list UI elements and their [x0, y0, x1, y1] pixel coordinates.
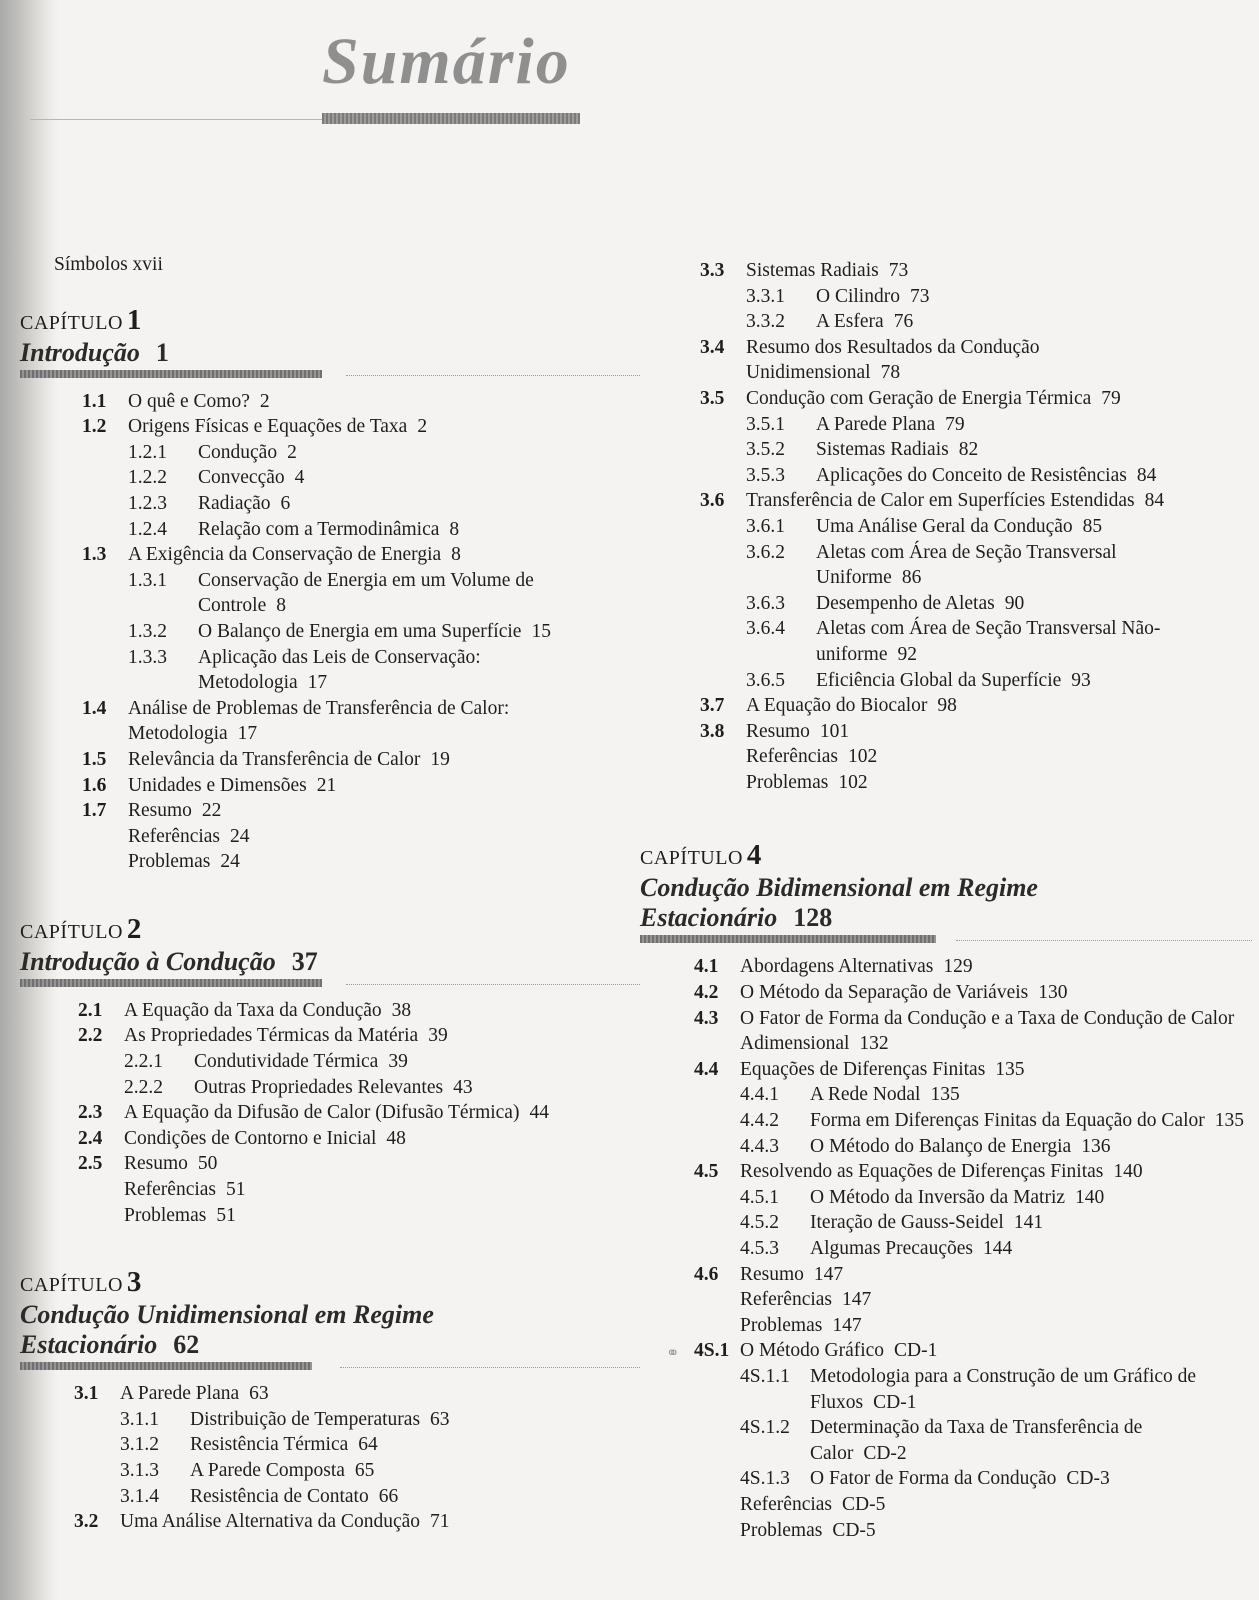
toc-entry: 4.4.3 O Método do Balanço de Energia 136 — [740, 1135, 1111, 1157]
chapter-4-title-line2: Estacionário 128 — [640, 903, 833, 933]
title-underline — [322, 113, 580, 124]
toc-entry: 1.3 A Exigência da Conservação de Energia 8 — [82, 544, 461, 566]
toc-entry: 1.2.4 Relação com a Termodinâmica 8 — [128, 518, 460, 540]
toc-entry: 4.5.1 O Método da Inversão da Matriz 140 — [740, 1186, 1105, 1208]
toc-entry: 4.6 Resumo 147 — [694, 1263, 844, 1285]
toc-entry: Problemas 147 — [740, 1314, 862, 1336]
chapter-3-title: Condução Unidimensional em Regime — [20, 1300, 434, 1330]
toc-entry: 1.2.1 Condução 2 — [128, 441, 297, 463]
toc-entry: 3.7 A Equação do Biocalor 98 — [700, 695, 957, 717]
toc-entry: 3.8 Resumo 101 — [700, 720, 850, 742]
toc-entry: Referências 102 — [746, 746, 878, 768]
chapter-2-label: CAPÍTULO 2 — [20, 912, 142, 945]
toc-entry: 3.3.2 A Esfera 76 — [746, 311, 914, 333]
chapter-3-entries — [20, 1381, 640, 1535]
toc-entry: 4.4.2 Forma em Diferenças Finitas da Equação do Calor 135 — [740, 1110, 1245, 1132]
chapter-4-label: CAPÍTULO 4 — [640, 839, 762, 872]
chapter-1-title: Introdução 1 — [20, 337, 169, 367]
toc-entry: 4.2 O Método da Separação de Variáveis 130 — [694, 982, 1068, 1004]
chapter-rule — [20, 1362, 640, 1371]
toc-entry: 4S.1.1 Metodologia para a Construção de um Gráfico de Fluxos CD-1 — [740, 1365, 1197, 1413]
toc-entry: 2.2 As Propriedades Térmicas da Matéria 39 — [78, 1025, 448, 1047]
chapter-1-entries — [20, 389, 640, 875]
toc-entry: 3.4 Resumo dos Resultados da Condução Unidimensional 78 — [700, 336, 1040, 384]
toc-entry: 4.5.3 Algumas Precauções 144 — [740, 1238, 1013, 1259]
toc-entry: 4S.1.3 O Fator de Forma da Condução CD-3 — [740, 1468, 1110, 1490]
chapter-4-entries — [640, 954, 1252, 1543]
chapter-3 — [20, 1266, 640, 1371]
toc-entry: 1.3.3 Aplicação das Leis de Conservação: Metodologia 17 — [128, 646, 481, 694]
toc-entry: 1.1 O quê e Como? 2 — [82, 390, 270, 412]
chapter-2-title: Introdução à Condução 37 — [20, 946, 318, 976]
toc-entry: 2.2.1 Condutividade Térmica 39 — [124, 1051, 408, 1073]
toc-entry: 1.2.3 Radiação 6 — [128, 492, 291, 514]
toc-entry: 2.1 A Equação da Taxa da Condução 38 — [78, 999, 412, 1021]
chapter-1-label: CAPÍTULO 1 — [20, 303, 142, 336]
header-rule — [30, 119, 322, 120]
toc-entry: 3.3 Sistemas Radiais 73 — [700, 260, 909, 281]
toc-entry: Referências 51 — [124, 1179, 246, 1201]
chapter-3-title-line2: Estacionário 62 — [20, 1330, 200, 1360]
toc-entry: 3.3.1 O Cilindro 73 — [746, 285, 930, 307]
toc-entry: 1.7 Resumo 22 — [82, 800, 222, 822]
toc-entry: 3.1.4 Resistência de Contato 66 — [120, 1485, 399, 1507]
toc-entry: 3.1.2 Resistência Térmica 64 — [120, 1434, 378, 1456]
toc-entry: Problemas 51 — [124, 1204, 236, 1226]
toc-entry: 4.5 Resolvendo as Equações de Diferenças Finitas 140 — [694, 1161, 1143, 1183]
toc-entry: 3.6.5 Eficiência Global da Superfície 93 — [746, 669, 1091, 691]
page-title: Sumário — [322, 25, 571, 98]
toc-entry: 2.5 Resumo 50 — [78, 1153, 218, 1175]
toc-entry: 4.4 Equações de Diferenças Finitas 135 — [694, 1058, 1025, 1080]
toc-entry: 3.5.3 Aplicações do Conceito de Resistências 84 — [746, 464, 1157, 486]
toc-entry: 3.6.2 Aletas com Área de Seção Transversal Uniforme 86 — [746, 541, 1117, 589]
right-column — [640, 258, 1252, 1543]
toc-entry: 3.6.4 Aletas com Área de Seção Transversal Não-uniforme 92 — [746, 618, 1161, 665]
toc-entry: 1.5 Relevância da Transferência de Calor 19 — [82, 748, 450, 770]
toc-entry: 1.2.2 Convecção 4 — [128, 467, 305, 489]
toc-entry: 3.5 Condução com Geração de Energia Térmica 79 — [700, 387, 1121, 409]
toc-entry: 3.2 Uma Análise Alternativa da Condução 71 — [74, 1511, 450, 1533]
toc-entry: Referências 24 — [128, 825, 250, 847]
toc-entry: 4S.1.2 Determinação da Taxa de Transferência de Calor CD-2 — [740, 1417, 1143, 1464]
symbols-entry: Símbolos xvii — [54, 254, 163, 275]
chapter-3-label: CAPÍTULO 3 — [20, 1266, 142, 1299]
toc-entry: 1.2 Origens Físicas e Equações de Taxa 2 — [82, 416, 428, 438]
toc-entry: 3.6.1 Uma Análise Geral da Condução 85 — [746, 515, 1103, 537]
chapter-1 — [20, 303, 640, 379]
toc-entry: 3.6.3 Desempenho de Aletas 90 — [746, 592, 1025, 614]
toc-entry: Referências 147 — [740, 1289, 872, 1311]
chapter-3-entries-continued — [640, 258, 1252, 795]
toc-entry: Problemas 24 — [128, 851, 240, 873]
chapter-4-title: Condução Bidimensional em Regime — [640, 873, 1038, 903]
toc-entry: 4.1 Abordagens Alternativas 129 — [694, 956, 973, 978]
toc-entry: 4.5.2 Iteração de Gauss-Seidel 141 — [740, 1212, 1044, 1234]
toc-entry: 3.1.3 A Parede Composta 65 — [120, 1460, 375, 1481]
toc-entry: 4.3 O Fator de Forma da Condução e a Taxa de Condução de Calor Adimensional 132 — [694, 1007, 1235, 1055]
chapter-rule — [20, 979, 640, 988]
toc-entry: 3.6 Transferência de Calor em Superfícies Estendidas 84 — [700, 490, 1165, 512]
toc-entry: 3.5.1 A Parede Plana 79 — [746, 413, 965, 435]
toc-entry: 1.3.2 O Balanço de Energia em uma Superfície 15 — [128, 620, 551, 642]
toc-entry: 2.4 Condições de Contorno e Inicial 48 — [78, 1127, 406, 1149]
chapter-4 — [640, 839, 1252, 944]
toc-entry: 2.3 A Equação da Difusão de Calor (Difusão Térmica) 44 — [78, 1102, 549, 1124]
chapter-rule — [640, 935, 1252, 944]
toc-entry: 1.6 Unidades e Dimensões 21 — [82, 774, 337, 796]
chapter-2-entries — [20, 998, 640, 1228]
toc-entry: Problemas CD-5 — [740, 1519, 876, 1541]
toc-entry: 3.5.2 Sistemas Radiais 82 — [746, 439, 979, 461]
toc-entry: 3.1 A Parede Plana 63 — [74, 1383, 269, 1405]
toc-entry: 3.1.1 Distribuição de Temperaturas 63 — [120, 1408, 450, 1430]
chapter-rule — [20, 370, 640, 379]
toc-entry: 1.3.1 Conservação de Energia em um Volume de Controle 8 — [128, 569, 534, 617]
toc-entry: Referências CD-5 — [740, 1493, 886, 1515]
toc-entry: Problemas 102 — [746, 771, 868, 793]
toc-entry: 4.4.1 A Rede Nodal 135 — [740, 1084, 960, 1106]
toc-entry-cd: ⚭ 4S.1 O Método Gráfico CD-1 — [694, 1338, 1252, 1364]
chapter-2 — [20, 912, 640, 988]
toc-entry: 2.2.2 Outras Propriedades Relevantes 43 — [124, 1076, 473, 1098]
cd-icon: ⚭ — [666, 1345, 680, 1363]
left-column — [20, 252, 640, 1535]
toc-entry: 1.4 Análise de Problemas de Transferência de Calor: Metodologia 17 — [82, 697, 510, 745]
